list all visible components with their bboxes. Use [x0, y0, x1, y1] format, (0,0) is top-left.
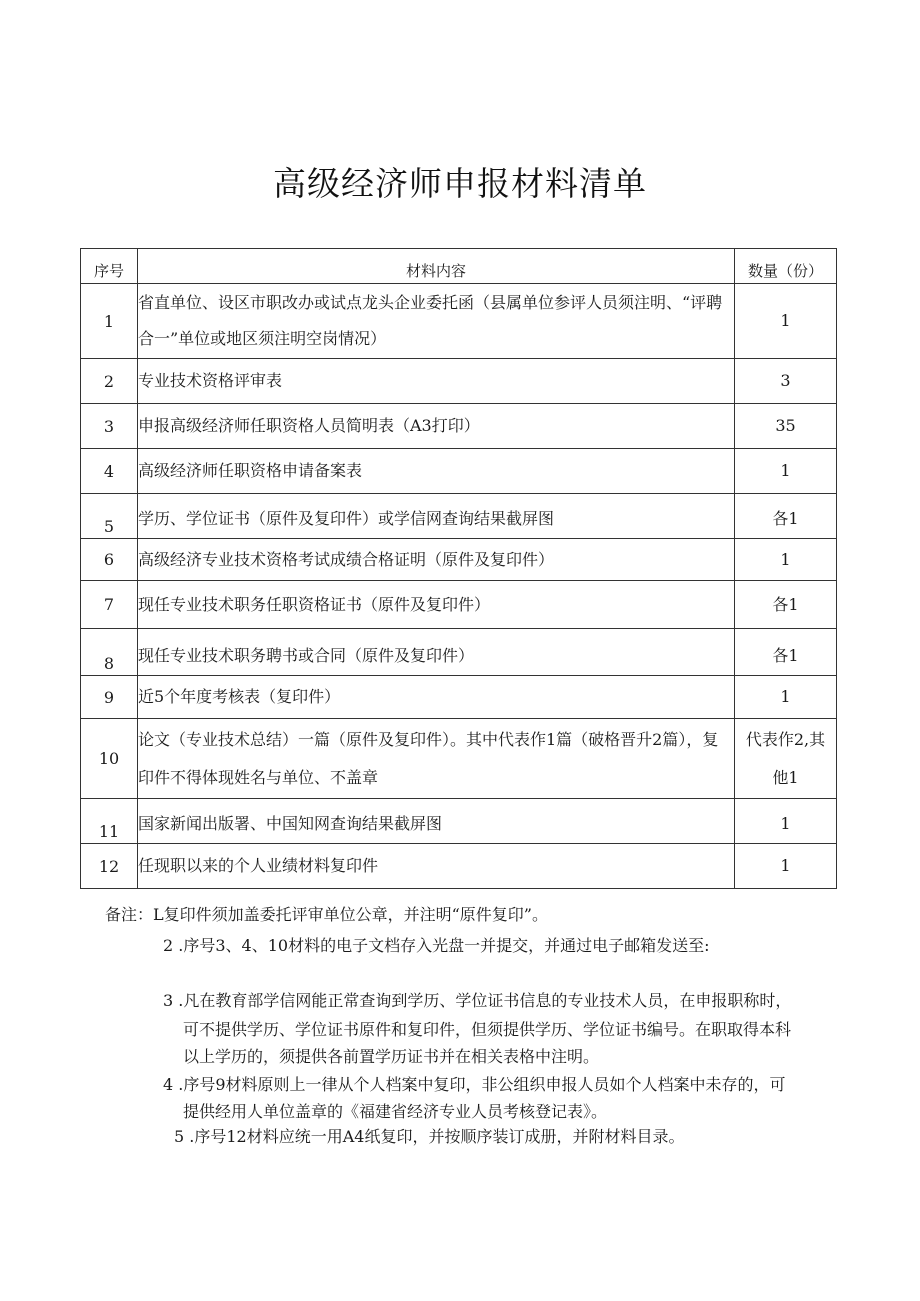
row-no: 5	[81, 494, 138, 539]
row-content: 专业技术资格评审表	[138, 359, 735, 404]
row-content: 现任专业技术职务聘书或合同（原件及复印件）	[138, 629, 735, 676]
row-no: 9	[81, 676, 138, 719]
row-qty: 各1	[735, 494, 837, 539]
row-content: 省直单位、设区市职改办或试点龙头企业委托函（县属单位参评人员须注明、“评聘合一”单位或地区须注明空岗情况）	[138, 284, 735, 359]
row-no: 2	[81, 359, 138, 404]
row-content: 学历、学位证书（原件及复印件）或学信网查询结果截屏图	[138, 494, 735, 539]
row-content: 高级经济师任职资格申请备案表	[138, 449, 735, 494]
header-qty: 数量（份）	[735, 249, 837, 284]
row-qty: 1	[735, 284, 837, 359]
row-no: 3	[81, 404, 138, 449]
row-qty: 1	[735, 539, 837, 581]
header-no: 序号	[81, 249, 138, 284]
row-no: 1	[81, 284, 138, 359]
row-no: 7	[81, 581, 138, 629]
table-row	[81, 676, 837, 719]
row-no: 11	[81, 799, 138, 844]
page-title: 高级经济师申报材料清单	[273, 164, 647, 203]
row-no: 6	[81, 539, 138, 581]
note-4-line-2: 提供经用人单位盖章的《福建省经济专业人员考核登记表》。	[183, 1102, 608, 1121]
table-row	[81, 581, 837, 629]
row-content: 国家新闻出版署、中国知网查询结果截屏图	[138, 799, 735, 844]
row-content: 任现职以来的个人业绩材料复印件	[138, 844, 735, 889]
table-row	[81, 844, 837, 889]
row-qty: 35	[735, 404, 837, 449]
note-1: 备注：L复印件须加盖委托评审单位公章，并注明“原件复印”。	[105, 905, 548, 924]
table-row	[81, 494, 837, 539]
materials-table	[80, 248, 837, 889]
table-row	[81, 719, 837, 799]
table-header-row	[81, 249, 837, 284]
table-row	[81, 539, 837, 581]
row-content: 论文（专业技术总结）一篇（原件及复印件）。其中代表作1篇（破格晋升2篇），复印件不得体现姓名与单位、不盖章	[138, 719, 735, 799]
row-no: 8	[81, 629, 138, 676]
row-qty: 1	[735, 799, 837, 844]
row-no: 10	[81, 719, 138, 799]
table-row	[81, 799, 837, 844]
table-row	[81, 404, 837, 449]
note-3-line-3: 以上学历的，须提供各前置学历证书并在相关表格中注明。	[183, 1047, 600, 1066]
row-no: 12	[81, 844, 138, 889]
note-2: 2 .序号3、4、10材料的电子文档存入光盘一并提交，并通过电子邮箱发送至:	[163, 936, 710, 955]
row-qty: 各1	[735, 581, 837, 629]
row-content: 申报高级经济师任职资格人员简明表（A3打印）	[138, 404, 735, 449]
note-3-line-1: 3 .凡在教育部学信网能正常查询到学历、学位证书信息的专业技术人员，在申报职称时，	[163, 991, 792, 1010]
row-qty: 3	[735, 359, 837, 404]
row-qty: 各1	[735, 629, 837, 676]
row-content: 高级经济专业技术资格考试成绩合格证明（原件及复印件）	[138, 539, 735, 581]
header-content: 材料内容	[138, 249, 735, 284]
table-row	[81, 359, 837, 404]
table-row	[81, 449, 837, 494]
table-row	[81, 629, 837, 676]
row-qty: 1	[735, 676, 837, 719]
row-qty: 1	[735, 844, 837, 889]
note-3-line-2: 可不提供学历、学位证书原件和复印件，但须提供学历、学位证书编号。在职取得本科	[183, 1020, 792, 1039]
row-qty: 1	[735, 449, 837, 494]
note-4-line-1: 4 .序号9材料原则上一律从个人档案中复印，非公组织申报人员如个人档案中未存的，可	[163, 1075, 786, 1094]
row-no: 4	[81, 449, 138, 494]
row-content: 现任专业技术职务任职资格证书（原件及复印件）	[138, 581, 735, 629]
note-5: 5 .序号12材料应统一用A4纸复印，并按顺序装订成册，并附材料目录。	[174, 1127, 685, 1146]
row-qty: 代表作2,其他1	[735, 719, 837, 799]
table-row	[81, 284, 837, 359]
row-content: 近5个年度考核表（复印件）	[138, 676, 735, 719]
